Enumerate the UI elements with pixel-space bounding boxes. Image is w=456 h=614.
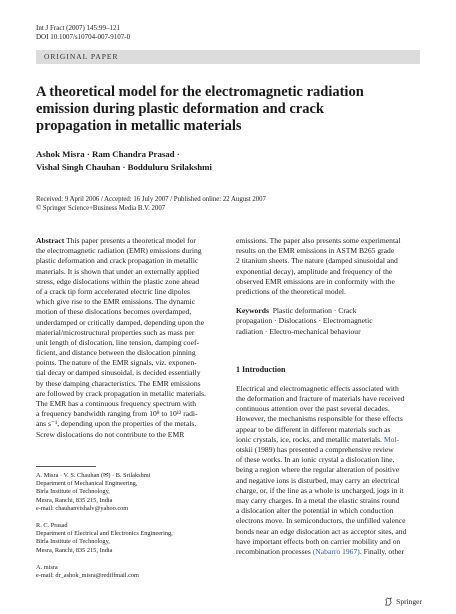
intro-line: charge, or, if the line as a whole is uncharged, jogs in it (236, 485, 404, 495)
footnote-rule (36, 466, 96, 467)
author-list (36, 148, 212, 174)
intro-line: of these works. In an ionic crystal a dislocation line, (236, 455, 395, 465)
abstract-line: material/microstructural properties such as mass per (36, 327, 195, 337)
abstract-column (36, 236, 226, 440)
abstract-line: ficient, and distance between the dislocation pinning (36, 348, 196, 358)
email-link[interactable]: e-mail: chauhanvishalv@yahoo.com (36, 504, 129, 512)
section-heading-introduction: 1 Introduction (236, 364, 286, 374)
intro-line: may carry charges. In a metal the elastic strains round (236, 495, 400, 505)
abstract-line: Screw dislocations do not contribute to the EMR (36, 429, 185, 439)
keywords-line: propagation · Dislocations · Electromagnetic (236, 316, 373, 326)
keywords-line: radiation · Electro-mechanical behaviour (236, 326, 361, 336)
affiliation-line: Mesra, Ranchi, 835 215, India (36, 496, 113, 504)
intro-line: electrons move. In semiconductors, the unfilled valence (236, 516, 406, 526)
abstract-line: underdamped or critically damped, depending upon the (36, 317, 205, 327)
copyright-line: © Springer Science+Business Media B.V. 2007 (36, 205, 166, 212)
keywords-line: Keywords Plastic deformation · Crack (236, 306, 357, 316)
abstract-line: tial decay or damped sinusoidal, is decided essentially (36, 368, 201, 378)
affiliation-line: Department of Mechanical Engineering, (36, 480, 138, 488)
affiliation-line: Birla Institute of Technology, (36, 538, 110, 546)
abstract-line: points. The nature of the EMR signals, viz. exponen- (36, 358, 197, 368)
affiliation-line: Mesra, Ranchi, 835 215, India (36, 546, 113, 554)
affiliation-line: Department of Electrical and Electronics Engineering, (36, 530, 173, 538)
intro-line: Electrical and electromagnetic effects associated with (236, 383, 399, 393)
article-type-banner: ORIGINAL PAPER (36, 50, 420, 64)
journal-citation: Int J Fract (2007) 145:99–121 (36, 24, 120, 32)
intro-line: continuous attention over the past several decades. (236, 404, 390, 414)
journal-doi[interactable]: DOI 10.1007/s10704-007-9107-0 (36, 33, 131, 41)
intro-line: bonds near an edge dislocation act as acceptor sites, and (236, 526, 407, 536)
journal-header (36, 24, 130, 42)
intro-line: recombination processes (Nabarro 1967). Finally, other (236, 546, 405, 556)
title-line: emission during plastic deformation and crack (36, 101, 324, 117)
abstract-line: a frequency bandwidth ranging from 10⁸ to 10¹² radi- (36, 409, 198, 419)
affiliation-line: R. C. Prasad (36, 522, 68, 530)
publisher-name: Springer (396, 597, 422, 606)
abstract-line: by these damping characteristics. The EMR emissions (36, 378, 201, 388)
abstract-line: Abstract This paper presents a theoretical model for (36, 236, 196, 245)
affiliation-line: A. Misra · V. S. Chauhan (✉) · B. Srilakshmi (36, 472, 151, 479)
title-line: A theoretical model for the electromagnetic radiation (36, 84, 364, 100)
abstract-continued-line: exponential decay), amplitude and frequency of the (236, 266, 393, 276)
abstract-line: are followed by crack propagation in metallic materials. (36, 388, 206, 398)
abstract-line: The EMR has a continuous frequency spectrum with (36, 399, 197, 408)
intro-line: ionic crystals, ice, rocks, and metallic materials. Mol- (236, 434, 400, 444)
intro-line: a dislocation alter the potential in which conduction (236, 506, 394, 516)
intro-line: and negative ions is disturbed, may carry an electrical (236, 475, 400, 485)
affiliation-line: Birla Institute of Technology, (36, 488, 110, 496)
abstract-line: which give rise to the EMR emissions. The dynamic (36, 297, 196, 307)
abstract-line: plastic deformation and crack propagation in metallic (36, 256, 199, 266)
publication-dates (36, 195, 266, 213)
abstract-line: materials. It is shown that under an externally applied (36, 266, 200, 276)
abstract-label: Abstract (36, 236, 65, 245)
abstract-continued-line: observed EMR emissions are in conformity with the (236, 276, 395, 286)
abstract-line: the electromagnetic radiation (EMR) emissions during (36, 246, 202, 256)
citation-link[interactable]: (Nabarro 1967). (312, 546, 362, 556)
abstract-line: of a crack tip form accelerated electric line dipoles (36, 286, 190, 296)
intro-line: otskii (1989) has presented a comprehensive review (236, 445, 394, 454)
author-line: Vishal Singh Chauhan · Bodduluru Srilakshmi (36, 162, 212, 172)
intro-line: appear to be different in different materials such as (236, 424, 391, 434)
affiliation-line: A. misra (36, 563, 58, 571)
springer-horse-icon (384, 597, 393, 606)
email-link[interactable]: e-mail: dr_ashok_misra@rediffmail.com (36, 572, 139, 580)
title-line: propagation in metallic materials (36, 118, 242, 134)
abstract-line: motion of these dislocations becomes overdamped, (36, 307, 192, 317)
abstract-continued-line: 2 titanium sheets. The nature (damped sinusoidal and (236, 256, 398, 266)
affiliations (36, 472, 226, 580)
abstract-continued-line: emissions. The paper also presents some experimental (236, 236, 401, 245)
publisher-logo (384, 597, 422, 606)
intro-line: the deformation and fracture of materials have received (236, 394, 405, 404)
article-title (36, 84, 426, 135)
intro-line: being a region where the regular alteration of positive (236, 465, 400, 475)
right-column (236, 236, 426, 557)
abstract-continued-line: predictions of the theoretical model. (236, 286, 346, 296)
keywords-label: Keywords (236, 306, 269, 316)
author-line: Ashok Misra · Ram Chandra Prasad · (36, 149, 180, 159)
date-line: Received: 9 April 2006 / Accepted: 16 July 2007 / Published online: 22 August 2007 (36, 196, 266, 203)
abstract-continued-line: results on the EMR emissions in ASTM B265 grade (236, 246, 395, 256)
intro-line: However, the mechanisms responsible for these effects (236, 414, 403, 424)
abstract-line: ans s⁻¹, depending upon the properties of the metals. (36, 419, 197, 429)
abstract-line: stress, edge dislocations within the plastic zone ahead (36, 276, 200, 286)
intro-line: have important effects both on carrier mobility and on (236, 536, 401, 546)
abstract-line: unit length of dislocation, line tension, damping coef- (36, 337, 200, 347)
citation-link[interactable]: Mol- (383, 434, 400, 444)
